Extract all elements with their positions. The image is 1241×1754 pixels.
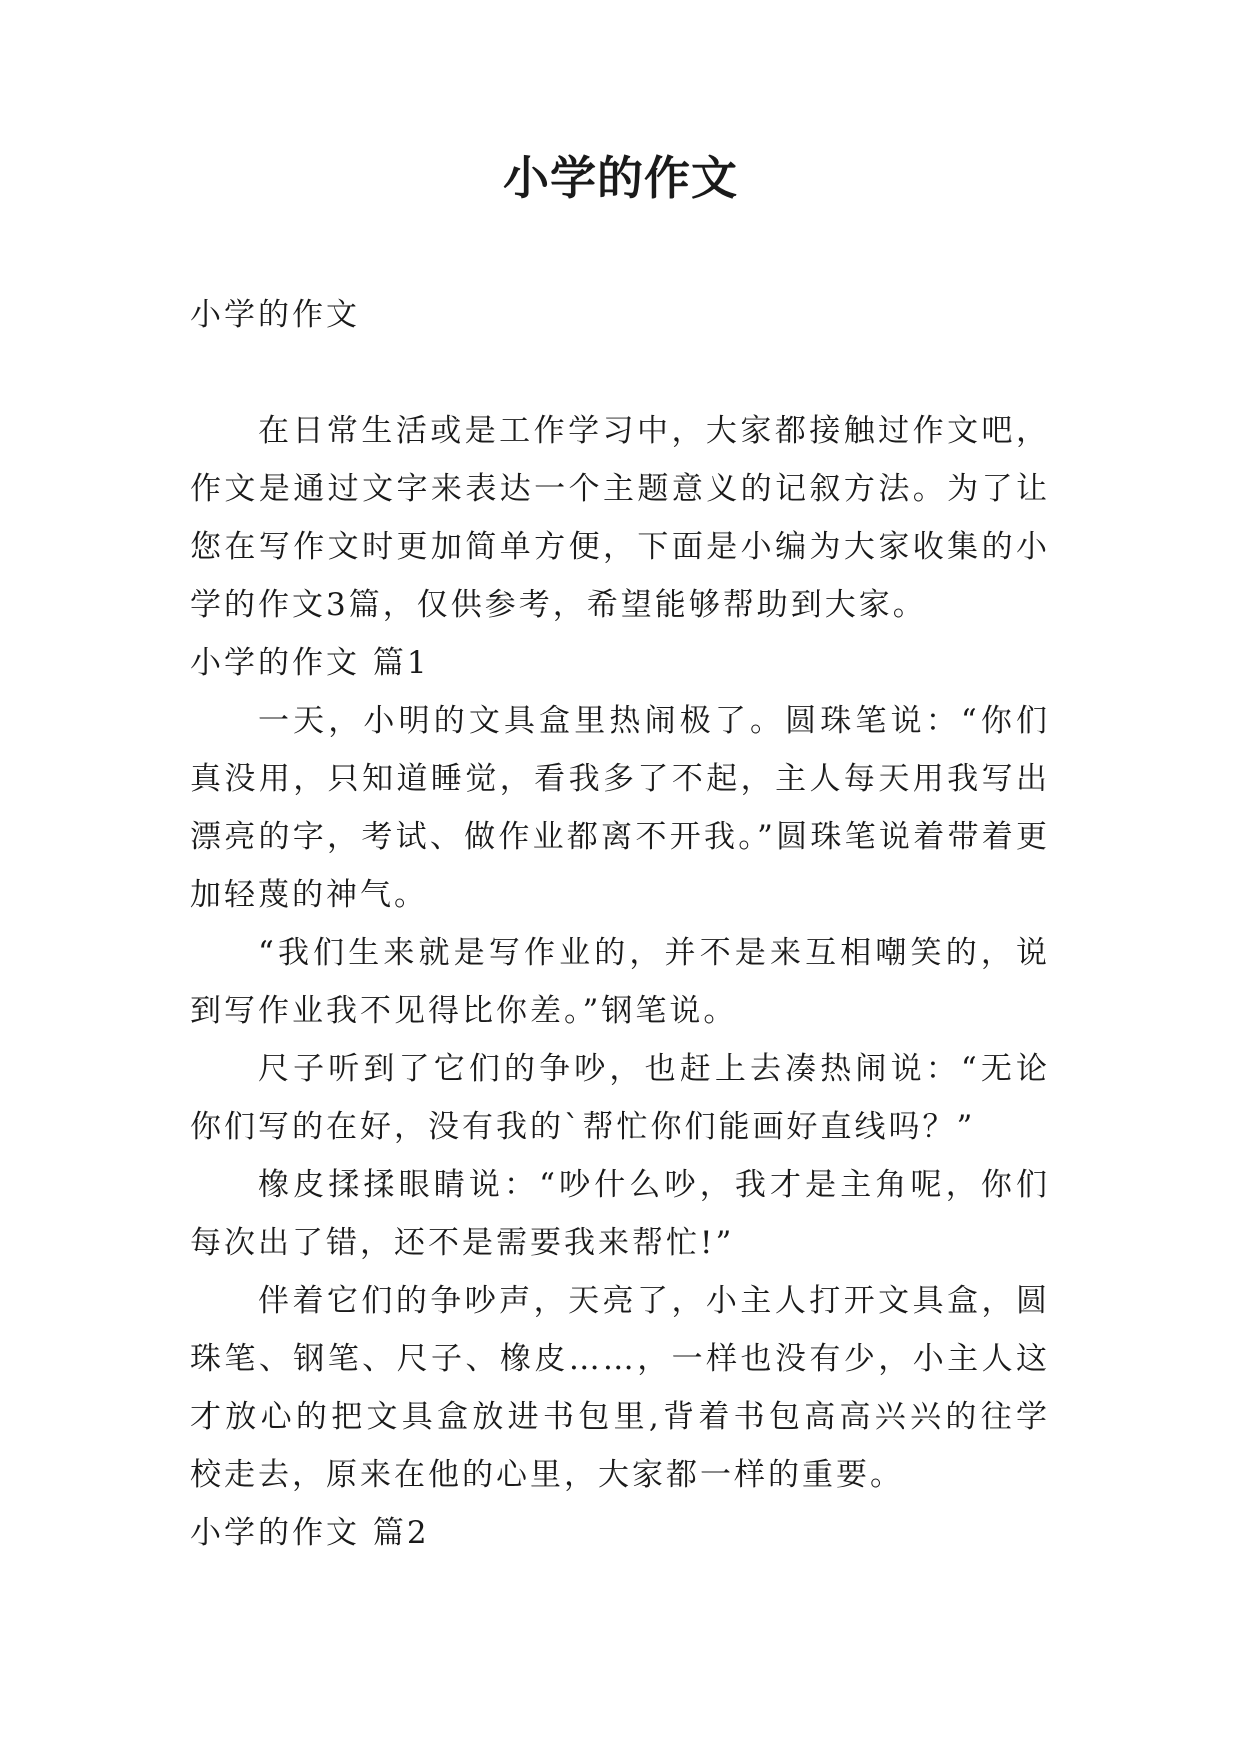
body-paragraph: 尺子听到了它们的争吵，也赶上去凑热闹说：“无论你们写的在好，没有我的`帮忙你们能画好直线吗？” [190,1051,1050,1145]
body-paragraph: “我们生来就是写作业的，并不是来互相嘲笑的，说到写作业我不见得比你差。”钢笔说。 [190,935,1050,1029]
body-paragraph: 一天，小明的文具盒里热闹极了。圆珠笔说：“你们真没用，只知道睡觉，看我多了不起，主人每天用我写出漂亮的字，考试、做作业都离不开我。”圆珠笔说着带着更加轻蔑的神气。 [190,703,1050,913]
body-paragraph: 伴着它们的争吵声，天亮了，小主人打开文具盒，圆珠笔、钢笔、尺子、橡皮……，一样也没有少，小主人这才放心的把文具盒放进书包里,背着书包高高兴兴的往学校走去，原来在他的心里，大家都一样的重要。 [190,1283,1050,1493]
intro-paragraph: 在日常生活或是工作学习中，大家都接触过作文吧，作文是通过文字来表达一个主题意义的记叙方法。为了让您在写作文时更加简单方便，下面是小编为大家收集的小学的作文3篇，仅供参考，希望能够帮助到大家。 [190,413,1050,623]
body-paragraph: 橡皮揉揉眼睛说：“吵什么吵，我才是主角呢，你们每次出了错，还不是需要我来帮忙!” [190,1167,1050,1261]
document-title: 小学的作文 [503,151,738,205]
document-body [190,402,1050,1562]
section-heading-2: 小学的作文 篇2 [190,1515,430,1551]
section-heading-1: 小学的作文 篇1 [190,645,430,681]
document-subtitle: 小学的作文 [190,297,360,333]
